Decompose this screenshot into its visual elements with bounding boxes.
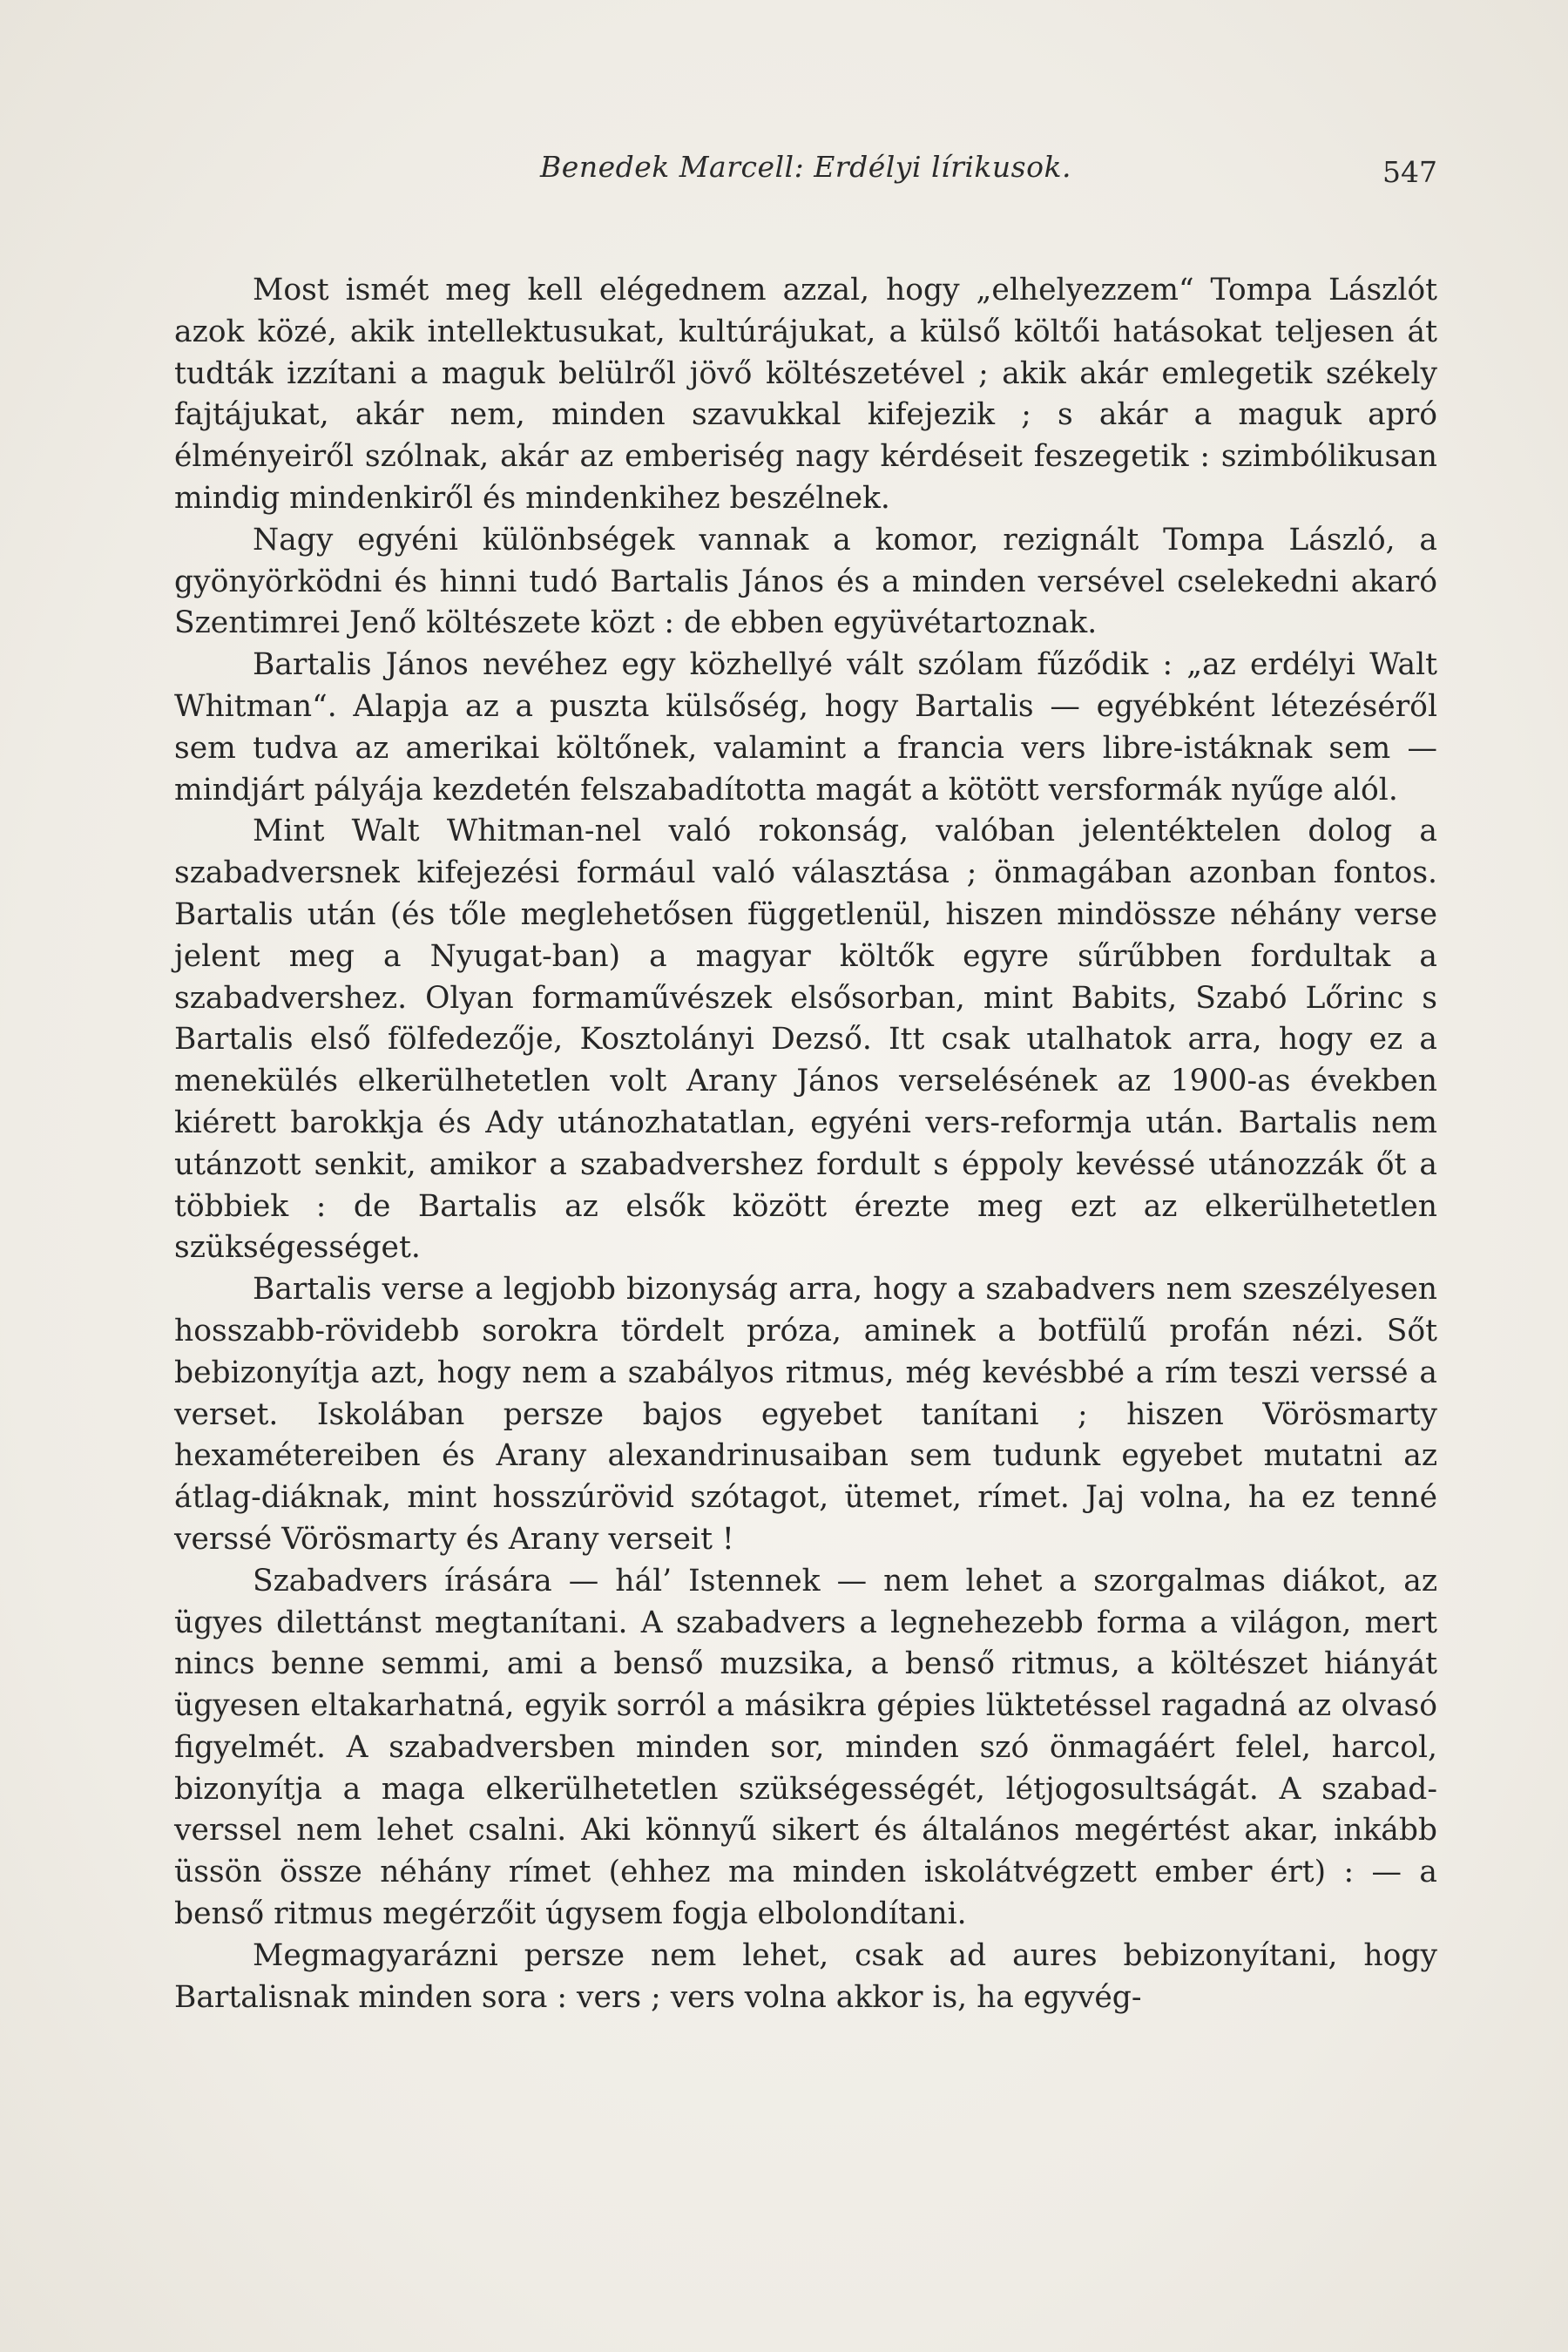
running-head: Benedek Marcell: Erdélyi lírikusok. bbox=[540, 150, 1071, 184]
paragraph: Megmagyarázni persze nem lehet, csak ad aures bebizonyítani, hogy Bartalisnak minden sora : vers ; vers volna akkor is, ha egyvég- bbox=[174, 1937, 1437, 2015]
paragraph: Most ismét meg kell elégednem azzal, hogy „elhelyezzem“ Tompa Lászlót azok közé, akik intellektusukat, kultúrájukat, a külső költői hatásokat teljesen át tudták izzítani a maguk belülről jövő költészetével ; akik akár emlegetik székely fajtájukat, akár nem, minden szavukkal kifejezik ; s akár a maguk apró élményeiről szólnak, akár az emberiség nagy kérdéseit feszegetik : szimbólikusan mindig mindenkiről és mindenkihez beszélnek. bbox=[174, 273, 1437, 516]
paragraph: Mint Walt Whitman-nel való rokonság, valóban jelentéktelen dolog a szabadversnek kifejezési formául való választása ; önmagában azonban fontos. Bartalis után (és tőle meglehetősen függetlenül, hiszen mindössze néhány verse jelent meg a Nyugat-ban) a magyar költők egyre sűrűbben fordultak a szabadvershez. Olyan formaművészek elsősorban, mint Babits, Szabó Lőrinc s Bartalis első fölfedezője, Kosztolányi Dezső. Itt csak utalhatok arra, hogy ez a menekülés elkerülhetetlen volt Arany János verselésének az 1900-as években kiérett barokkja és Ady utánozhatatlan, egyéni vers-reformja után. Bartalis nem utánzott senkit, amikor a szabadvershez fordult s éppoly kevéssé utánozzák őt a többiek : de Bartalis az elsők között érezte meg ezt az elkerülhetetlen szükségességet. bbox=[174, 814, 1437, 1266]
paragraph: Bartalis verse a legjobb bizonyság arra, hogy a szabadvers nem szeszélyesen hosszabb-rövidebb sorokra tördelt próza, aminek a botfülű profán nézi. Sőt bebizonyítja azt, hogy nem a szabályos ritmus, még kevésbbé a rím teszi verssé a verset. Iskolában persze bajos egyebet tanítani ; hiszen Vörösmarty hexamétereiben és Arany alexandrinusaiban sem tudunk egyebet mutatni az átlag-diáknak, mint hosszúrövid szótagot, ütemet, rímet. Jaj volna, ha ez tenné verssé Vörösmarty és Arany verseit ! bbox=[174, 1272, 1437, 1557]
paragraph: Nagy egyéni különbségek vannak a komor, rezignált Tompa László, a gyönyörködni és hinni tudó Bartalis János és a minden versével cselekedni akaró Szentimrei Jenő költészete közt : de ebben együvétartoznak. bbox=[174, 522, 1437, 641]
page-header bbox=[174, 150, 1437, 202]
paragraph: Szabadvers írására — hál’ Istennek — nem lehet a szorgalmas diákot, az ügyes dilettánst megtanítani. A szabadvers a legnehezebb forma a világon, mert nincs benne semmi, ami a benső muzsika, a benső ritmus, a költészet hiányát ügyesen eltakarhatná, egyik sorról a másikra gépies lüktetéssel ragadná az olvasó figyelmét. A szabadversben minden sor, minden szó önmagáért felel, harcol, bizonyítja a maga elkerülhetetlen szükségességét, létjogosultságát. A szabadverssel nem lehet csalni. Aki könnyű sikert és általános megértést akar, inkább üssön össze néhány rímet (ehhez ma minden iskolátvégzett ember ért) : — a benső ritmus megérzőit úgysem fogja elbolondítani. bbox=[174, 1563, 1437, 1932]
article-body bbox=[174, 270, 1437, 2018]
page-number: 547 bbox=[1382, 155, 1437, 189]
paragraph: Bartalis János nevéhez egy közhellyé vált szólam fűződik : „az erdélyi Walt Whitman“. Alapja az a puszta külsőség, hogy Bartalis — egyébként létezéséről sem tudva az amerikai költőnek, valamint a francia vers libre-istáknak sem — mindjárt pályája kezdetén felszabadította magát a kötött versformák nyűge alól. bbox=[174, 647, 1437, 808]
